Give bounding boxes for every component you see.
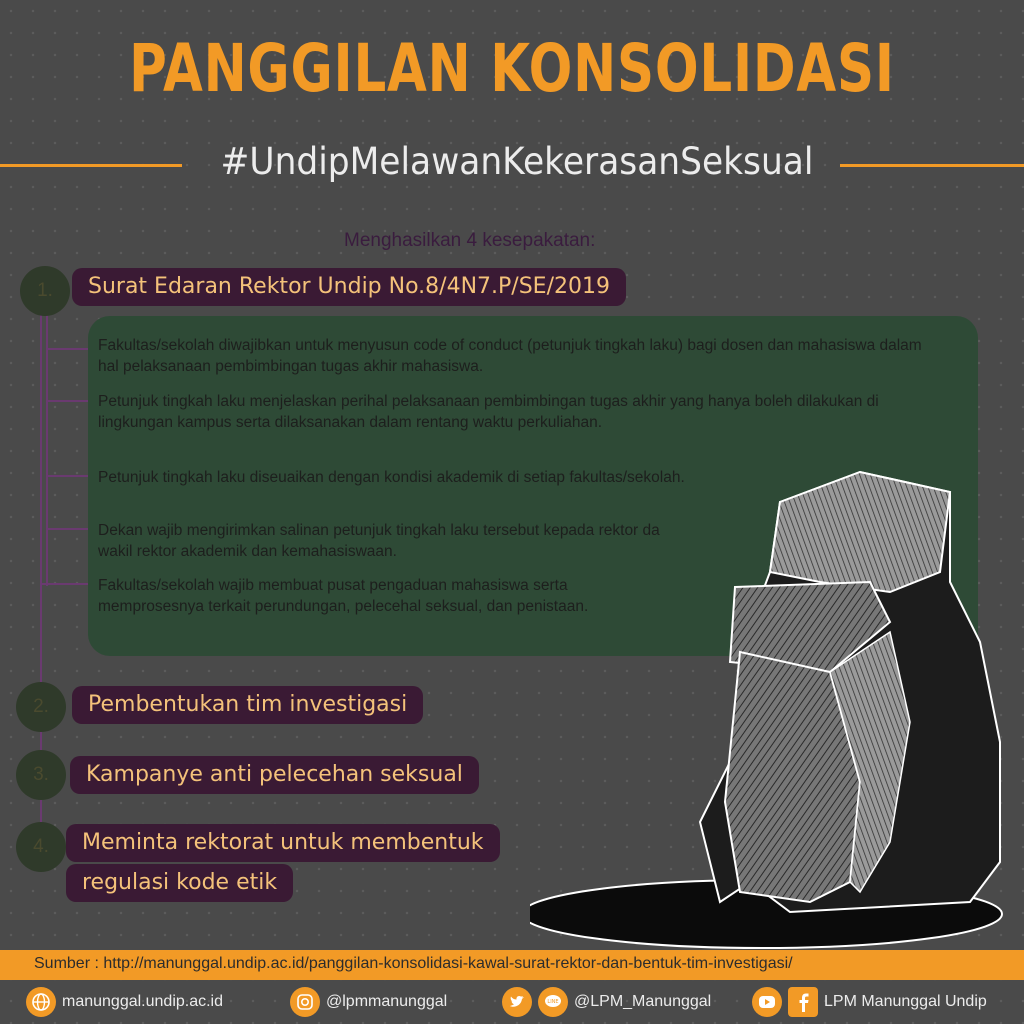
point-item: Fakultas/sekolah wajib membuat pusat pengaduan mahasiswa serta memprosesnya terkait perundungan, pelecehal seksual, dan penistaan. [98, 577, 589, 615]
agreement-title-4-line1: Meminta rektorat untuk membentuk [66, 824, 500, 862]
agreement-title-4-line2: regulasi kode etik [66, 864, 293, 902]
line-icon [538, 987, 568, 1017]
social-website-label: manunggal.undip.ac.id [62, 993, 224, 1010]
number-badge-1: 1. [20, 266, 70, 316]
point-item: Petunjuk tingkah laku diseuaikan dengan kondisi akademik di setiap fakultas/sekolah. [98, 469, 685, 486]
sad-figure-illustration [530, 462, 1024, 952]
agreement-title-1: Surat Edaran Rektor Undip No.8/4N7.P/SE/2019 [72, 268, 626, 306]
sad-figure-illustration-svg [530, 462, 1024, 952]
number-badge-3: 3. [16, 750, 66, 800]
divider-right [840, 164, 1024, 167]
point-item: Petunjuk tingkah laku menjelaskan perihal pelaksanaan pembimbingan tugas akhir yang hanya boleh dilakukan di lingkungan kampus serta dilaksanakan dalam rentang waktu perkuliahan. [98, 393, 879, 431]
social-twitter-line-label: @LPM_Manunggal [574, 993, 712, 1010]
number-badge-4: 4. [16, 822, 66, 872]
twitter-icon [502, 987, 532, 1017]
agreement-title-2: Pembentukan tim investigasi [72, 686, 423, 724]
page-title: PANGGILAN KONSOLIDASI [129, 30, 895, 107]
hashtag-row [0, 140, 1024, 190]
social-youtube-facebook-label: LPM Manunggal Undip [824, 993, 987, 1010]
social-youtube-facebook[interactable] [752, 986, 987, 1018]
globe-icon [26, 987, 56, 1017]
social-instagram[interactable] [290, 986, 447, 1018]
social-instagram-label: @lpmmanunggal [326, 993, 448, 1010]
number-badge-2: 2. [16, 682, 66, 732]
source-text: Sumber : http://manunggal.undip.ac.id/panggilan-konsolidasi-kawal-surat-rektor-dan-bentuk-tim-investigasi/ [34, 955, 793, 972]
point-item: Dekan wajib mengirimkan salinan petunjuk tingkah laku tersebut kepada rektor da wakil rektor akademik dan kemahasiswaan. [98, 522, 660, 560]
divider-left [0, 164, 182, 167]
svg-text:LINE: LINE [547, 999, 559, 1005]
social-twitter-line[interactable] [502, 986, 711, 1018]
youtube-icon [752, 987, 782, 1017]
tree-branch [42, 583, 94, 585]
source-bar [0, 950, 1024, 980]
hashtag: #UndipMelawanKekerasanSeksual [220, 140, 814, 183]
facebook-icon [788, 987, 818, 1017]
point-item: Fakultas/sekolah diwajibkan untuk menyusun code of conduct (petunjuk tingkah laku) bagi dosen dan mahasiswa dalam hal pelaksanaan pembimbingan tugas akhir mahasiswa. [98, 337, 922, 375]
intro-text: Menghasilkan 4 kesepakatan: [344, 230, 596, 251]
agreement-title-3: Kampanye anti pelecehan seksual [70, 756, 479, 794]
instagram-icon [290, 987, 320, 1017]
social-website[interactable] [26, 986, 223, 1018]
